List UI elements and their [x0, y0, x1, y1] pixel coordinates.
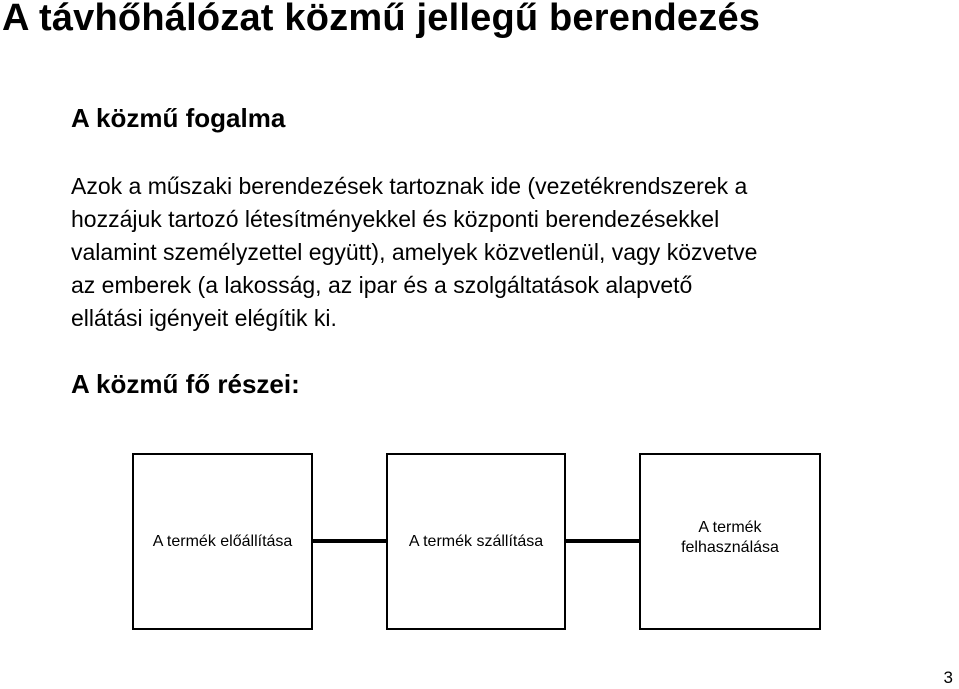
box-label	[153, 532, 293, 552]
paragraph-line: az emberek (a lakosság, az ipar és a szolgáltatások alapvető	[71, 272, 693, 298]
section-heading-definition: A közmű fogalma	[71, 103, 286, 133]
slide-title: A távhőhálózat közmű jellegű berendezés	[2, 0, 761, 39]
paragraph-line: hozzájuk tartozó létesítményekkel és központi berendezésekkel	[71, 206, 720, 232]
diagram-box-production	[132, 453, 313, 630]
box-label-line: A termék szállítása	[408, 532, 544, 550]
diagram-box-transport	[386, 453, 566, 630]
paragraph-line: Azok a műszaki berendezések tartoznak ide (vezetékrendszerek a	[71, 173, 748, 199]
box-label	[409, 532, 543, 552]
section-heading-parts: A közmű fő részei:	[71, 369, 300, 399]
paragraph-line: valamint személyzettel együtt), amelyek közvetlenül, vagy közvetve	[71, 239, 758, 265]
paragraph-line: ellátási igényeit elégítik ki.	[71, 305, 337, 331]
diagram-box-consumption	[639, 453, 821, 630]
box-label	[681, 518, 779, 558]
diagram-connector	[313, 539, 386, 543]
page-number: 3	[943, 668, 953, 687]
diagram-connector	[566, 539, 639, 543]
box-label-line: A termék	[698, 518, 762, 536]
box-label-line: A termék előállítása	[152, 532, 293, 550]
definition-paragraph	[71, 170, 931, 335]
box-label-line: felhasználása	[681, 538, 779, 556]
